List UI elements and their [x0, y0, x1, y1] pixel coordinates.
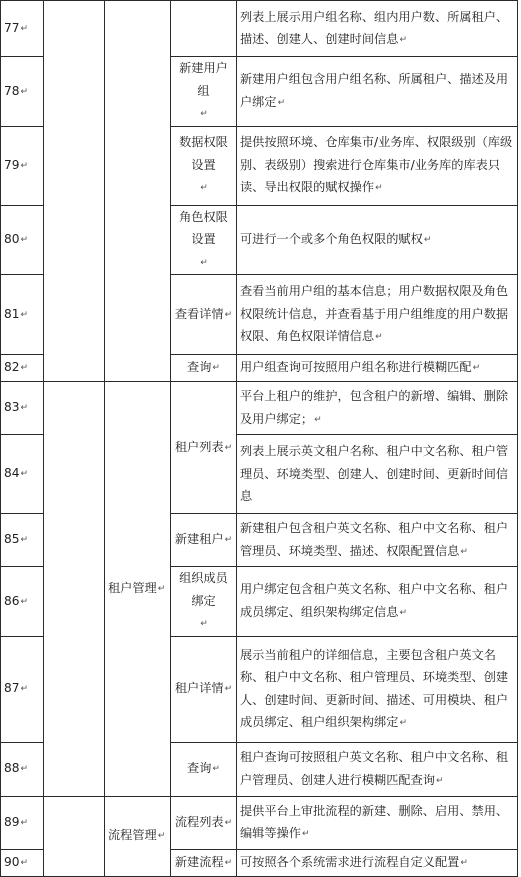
- function-cell: 角色权限设置↵: [171, 205, 237, 275]
- row-number: 78↵: [1, 57, 44, 127]
- module-cell: [105, 1, 171, 382]
- function-cell: 租户详情↵: [171, 636, 237, 742]
- function-cell: [171, 1, 237, 57]
- function-cell: 组织成员绑定↵: [171, 567, 237, 637]
- row-number: 89↵: [1, 796, 44, 849]
- function-cell: 新建用户组↵: [171, 57, 237, 127]
- row-number: 83↵: [1, 382, 44, 435]
- description-cell: 查看当前用户组的基本信息；用户数据权限及角色权限统计信息，并查看基于用户组维度的用户数据权限、角色权限详情信息↵: [237, 275, 518, 355]
- row-number: 90↵: [1, 849, 44, 876]
- category-cell: [44, 1, 105, 382]
- description-cell: 列表上展示用户组名称、组内用户数、所属租户、描述、创建人、创建时间信息↵: [237, 1, 518, 57]
- row-number: 79↵: [1, 126, 44, 205]
- row-number: 87↵: [1, 636, 44, 742]
- table-row: [1, 796, 518, 849]
- function-cell: 新建流程↵: [171, 849, 237, 876]
- row-number: 82↵: [1, 355, 44, 382]
- function-cell: 流程列表↵: [171, 796, 237, 849]
- category-cell: [44, 796, 105, 876]
- row-number: 80↵: [1, 205, 44, 275]
- function-cell: 查询↵: [171, 742, 237, 796]
- description-cell: 用户绑定包含租户英文名称、租户中文名称、租户成员绑定、组织架构绑定信息↵: [237, 567, 518, 637]
- row-number: 85↵: [1, 514, 44, 567]
- row-number: 86↵: [1, 567, 44, 637]
- description-cell: 新建租户包含租户英文名称、租户中文名称、租户管理员、环境类型、描述、权限配置信息↵: [237, 514, 518, 567]
- category-cell: [44, 382, 105, 797]
- description-cell: 可按照各个系统需求进行流程自定义配置↵: [237, 849, 518, 876]
- function-cell: 新建租户↵: [171, 514, 237, 567]
- description-cell: 租户查询可按照租户英文名称、租户中文名称、租户管理员、创建人进行模糊匹配查询↵: [237, 742, 518, 796]
- module-cell-process: 流程管理↵: [105, 796, 171, 876]
- row-number: 77↵: [1, 1, 44, 57]
- function-cell: 查看详情↵: [171, 275, 237, 355]
- table-row: [1, 1, 518, 57]
- description-cell: 用户组查询可按照用户组名称进行模糊匹配↵: [237, 355, 518, 382]
- function-cell: 查询↵: [171, 355, 237, 382]
- description-cell: 展示当前租户的详细信息，主要包含租户英文名称、租户中文名称、租户管理员、环境类型、创建人、创建时间、更新时间、描述、可用模块、租户成员绑定、租户组织架构绑定↵: [237, 636, 518, 742]
- description-cell: 可进行一个或多个角色权限的赋权↵: [237, 205, 518, 275]
- description-cell: 新建用户组包含用户组名称、所属租户、描述及用户绑定↵: [237, 57, 518, 127]
- module-cell-tenant: 租户管理↵: [105, 382, 171, 797]
- row-number: 84↵: [1, 435, 44, 514]
- row-number: 88↵: [1, 742, 44, 796]
- table-row: [1, 382, 518, 435]
- function-cell: 数据权限设置↵: [171, 126, 237, 205]
- description-cell: 提供按照环境、仓库集市/业务库、权限级别（库级别、表级别）搜索进行仓库集市/业务库的库表只读、导出权限的赋权操作↵: [237, 126, 518, 205]
- row-number: 81↵: [1, 275, 44, 355]
- description-cell: 平台上租户的维护，包含租户的新增、编辑、删除及用户绑定；↵: [237, 382, 518, 435]
- function-cell: 租户列表↵: [171, 382, 237, 514]
- description-cell: 提供平台上审批流程的新建、删除、启用、禁用、编辑等操作↵: [237, 796, 518, 849]
- description-cell: 列表上展示英文租户名称、租户中文名称、租户管理员、环境类型、创建人、创建时间、更新时间信息: [237, 435, 518, 514]
